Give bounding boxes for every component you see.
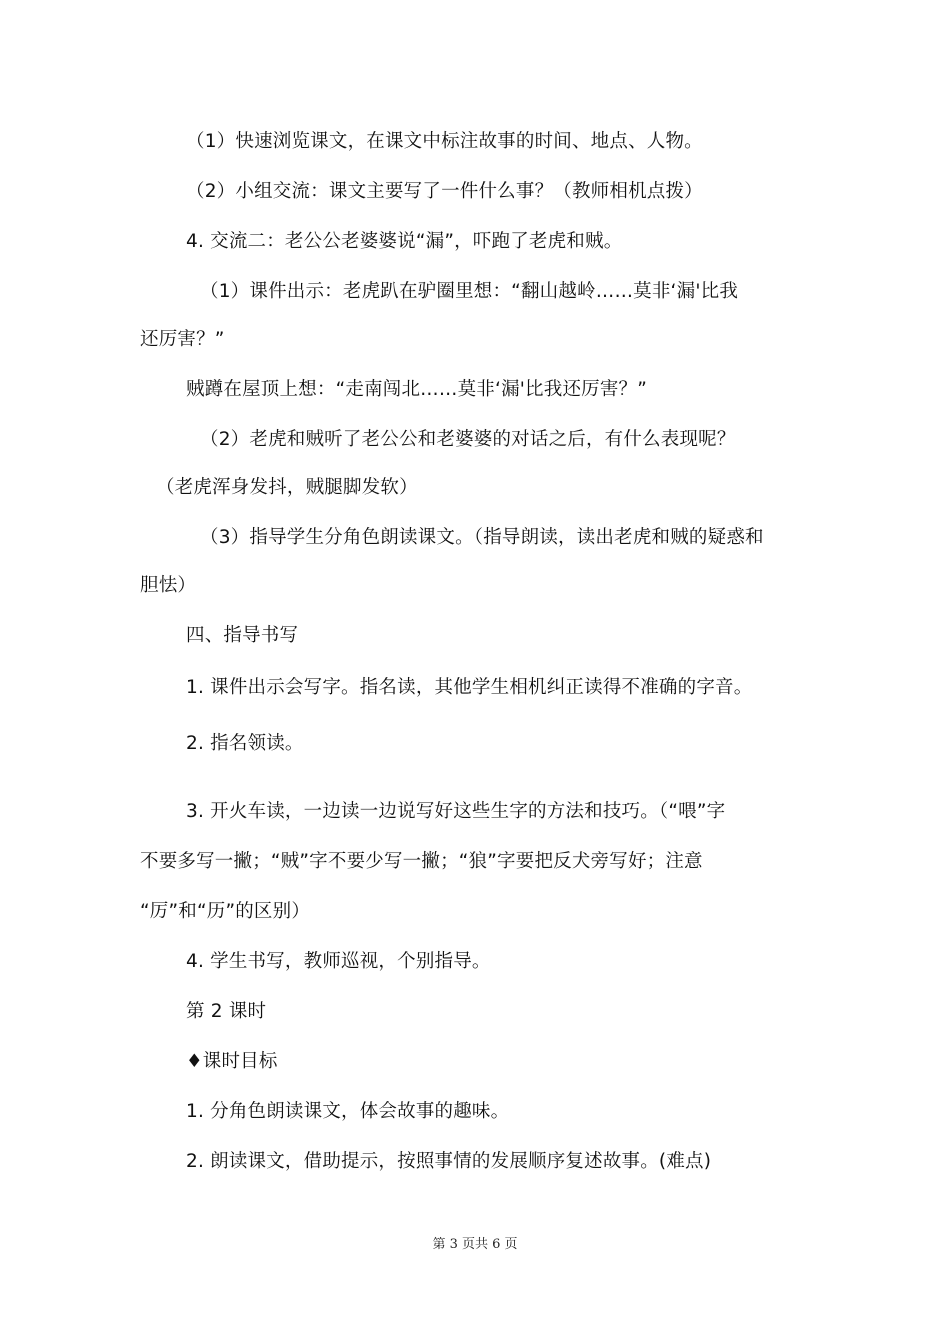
text-line: 1. 课件出示会写字。指名读，其他学生相机纠正读得不准确的字音。 <box>186 677 753 698</box>
text-line: （3）指导学生分角色朗读课文。（指导朗读，读出老虎和贼的疑惑和 <box>200 527 764 548</box>
text-line: （2）老虎和贼听了老公公和老婆婆的对话之后，有什么表现呢？ <box>200 429 736 450</box>
section-heading: 四、指导书写 <box>186 625 299 646</box>
text-line: 不要多写一撇；“贼”字不要少写一撇；“狼”字要把反犬旁写好；注意 <box>140 851 703 872</box>
text-line: 3. 开火车读，一边读一边说写好这些生字的方法和技巧。（“喂”字 <box>186 801 726 822</box>
page-footer: 第 3 页共 6 页 <box>432 1237 518 1252</box>
text-line: 贼蹲在屋顶上想：“走南闯北……莫非‘漏'比我还厉害？” <box>186 379 648 400</box>
section-heading: ♦课时目标 <box>186 1051 278 1072</box>
text-line: （2）小组交流：课文主要写了一件什么事？（教师相机点拨） <box>186 181 703 202</box>
section-heading: 第 2 课时 <box>186 1001 267 1022</box>
text-line: 胆怯） <box>140 575 197 596</box>
text-line: 2. 指名领读。 <box>186 733 304 754</box>
text-line: 2. 朗读课文，借助提示，按照事情的发展顺序复述故事。(难点) <box>186 1151 712 1172</box>
text-line: （1）快速浏览课文，在课文中标注故事的时间、地点、人物。 <box>186 131 703 152</box>
text-line: （1）课件出示：老虎趴在驴圈里想：“翻山越岭……莫非‘漏'比我 <box>200 281 739 302</box>
text-line: 还厉害？” <box>140 329 225 350</box>
text-line: 1. 分角色朗读课文，体会故事的趣味。 <box>186 1101 510 1122</box>
text-line: “厉”和“历”的区别） <box>140 901 311 922</box>
text-line: 4. 交流二：老公公老婆婆说“漏”，吓跑了老虎和贼。 <box>186 231 623 252</box>
text-line: （老虎浑身发抖，贼腿脚发软） <box>156 477 418 498</box>
text-line: 4. 学生书写，教师巡视，个别指导。 <box>186 951 491 972</box>
